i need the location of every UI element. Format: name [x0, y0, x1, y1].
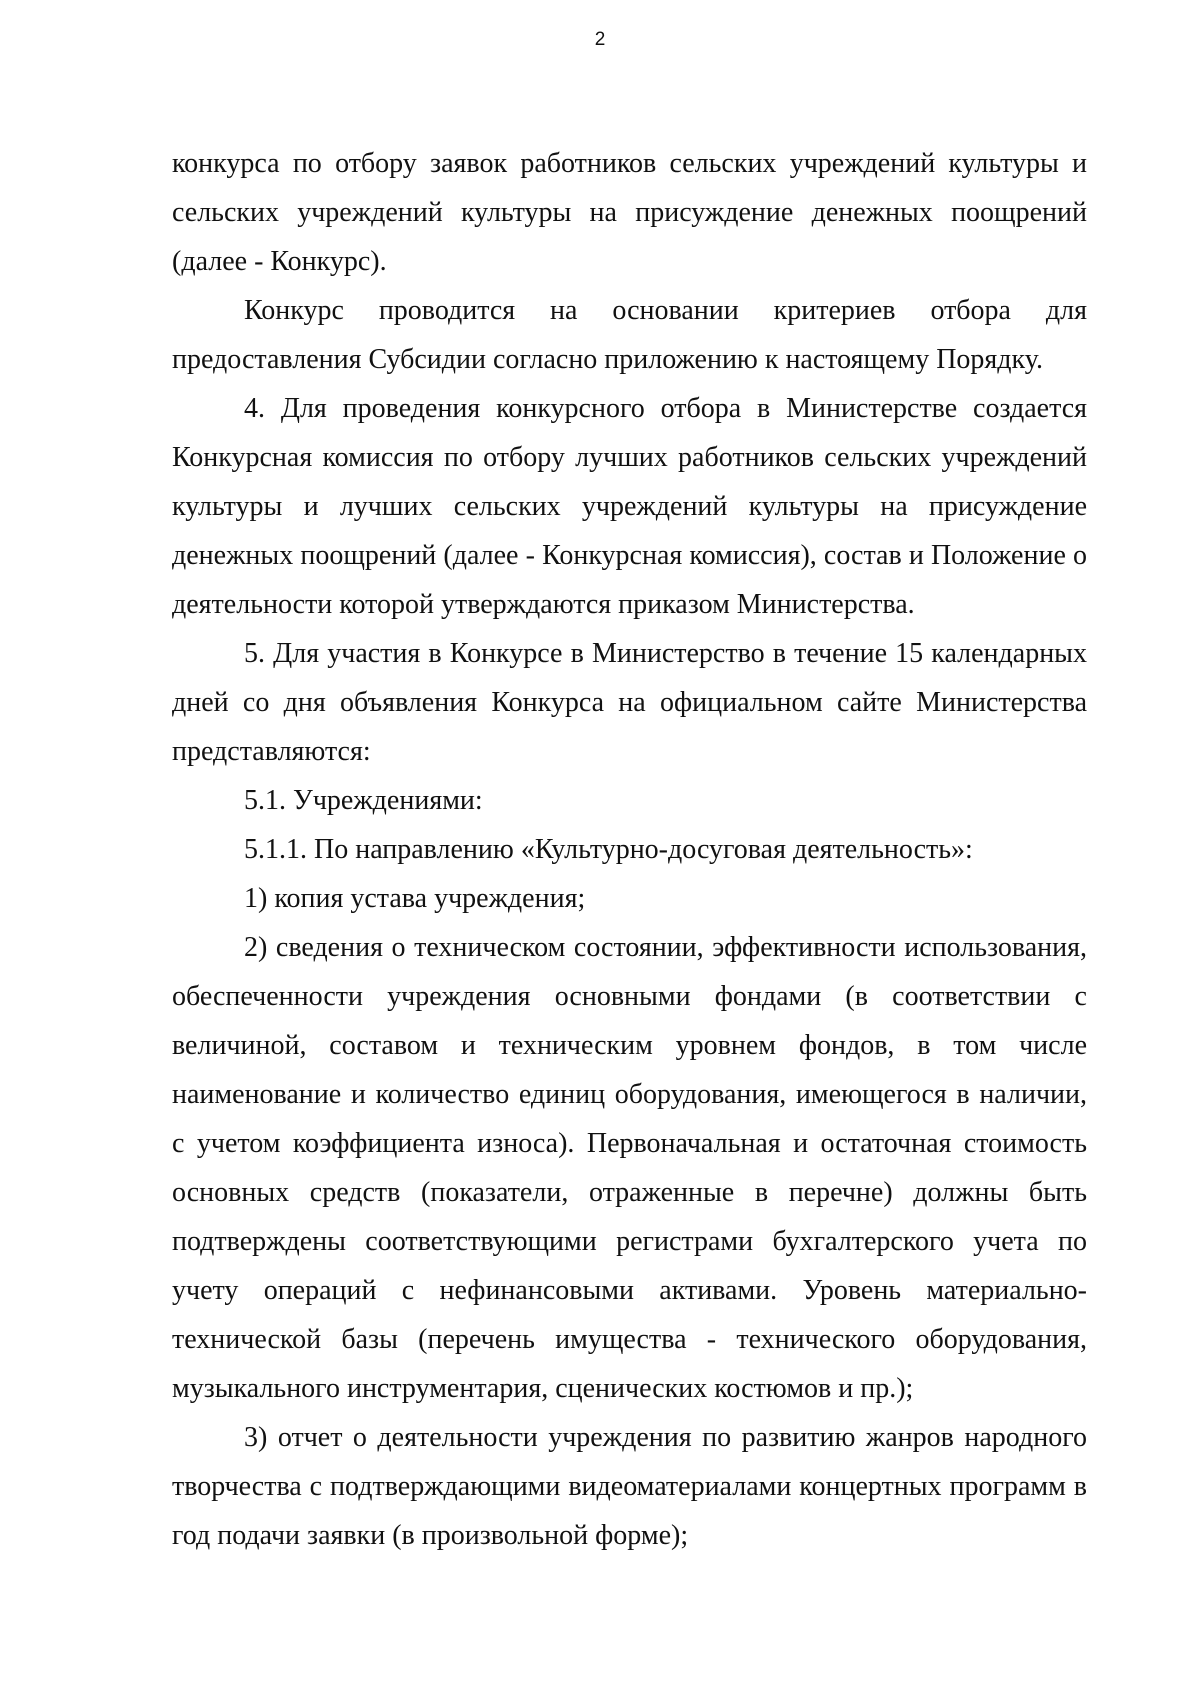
paragraph-continuation: конкурса по отбору заявок работников сельских учреждений культуры и сельских учреждений культуры на присуждение денежных поощрений (далее - Конкурс). — [172, 148, 1087, 277]
paragraph-criteria: Конкурс проводится на основании критериев отбора для предоставления Субсидии согласно приложению к настоящему Порядку. — [172, 295, 1087, 375]
page-number: 2 — [594, 29, 606, 50]
document-body — [172, 139, 1087, 1560]
paragraph-item-5-1-1: 5.1.1. По направлению «Культурно-досуговая деятельность»: — [244, 834, 973, 865]
paragraph-subitem-1: 1) копия устава учреждения; — [244, 883, 586, 914]
paragraph-item-5: 5. Для участия в Конкурсе в Министерство в течение 15 календарных дней со дня объявления Конкурса на официальном сайте Министерства представляются: — [172, 638, 1087, 767]
paragraph-item-4: 4. Для проведения конкурсного отбора в Министерстве создается Конкурсная комиссия по отбору лучших работников сельских учреждений культуры и лучших сельских учреждений культуры на присуждение денежных поощрений (далее - Конкурсная комиссия), состав и Положение о деятельности которой утверждаются приказом Министерства. — [172, 393, 1087, 620]
paragraph-subitem-3: 3) отчет о деятельности учреждения по развитию жанров народного творчества с подтверждающими видеоматериалами концертных программ в год подачи заявки (в произвольной форме); — [172, 1422, 1087, 1551]
paragraph-subitem-2: 2) сведения о техническом состоянии, эффективности использования, обеспеченности учреждения основными фондами (в соответствии с величиной, составом и техническим уровнем фондов, в том числе наименование и количество единиц оборудования, имеющегося в наличии, с учетом коэффициента износа). Первоначальная и остаточная стоимость основных средств (показатели, отраженные в перечне) должны быть подтверждены соответствующими регистрами бухгалтерского учета по учету операций с нефинансовыми активами. Уровень материально-технической базы (перечень имущества - технического оборудования, музыкального инструментария, сценических костюмов и пр.); — [172, 932, 1087, 1404]
paragraph-item-5-1: 5.1. Учреждениями: — [244, 785, 483, 816]
